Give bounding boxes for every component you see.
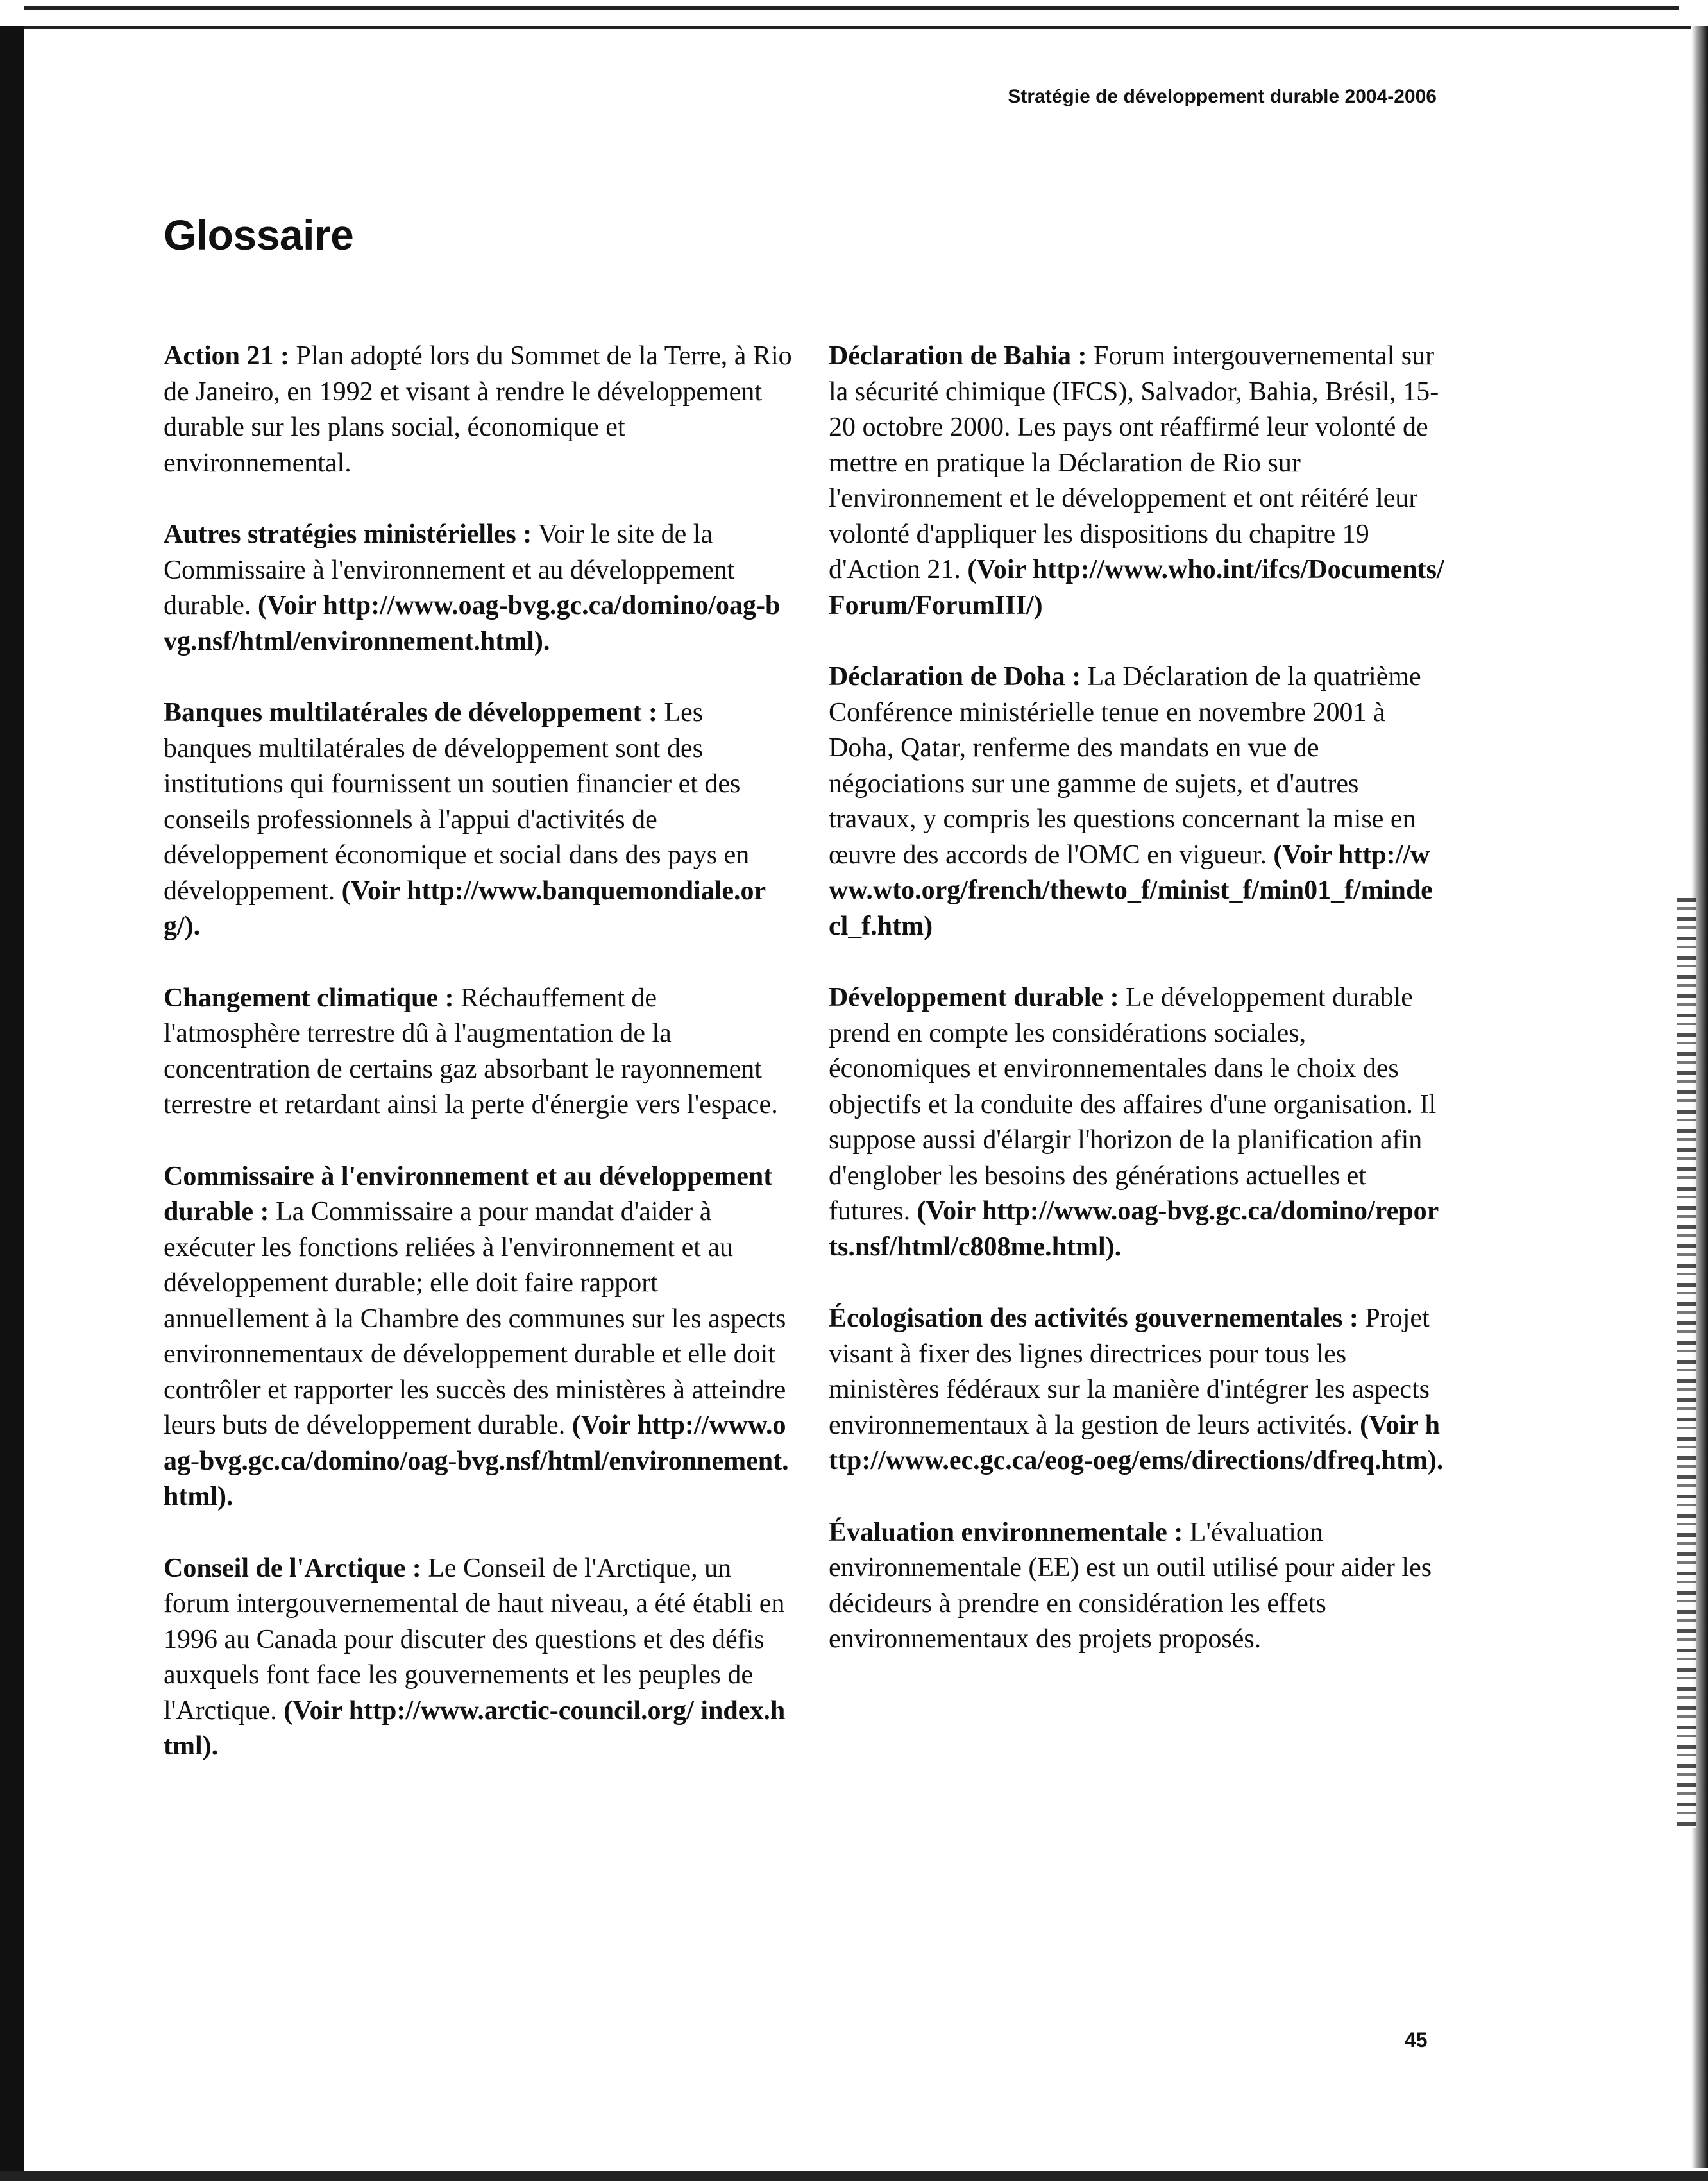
- glossary-reference: (Voir http://www.oag-bvg.gc.ca/domino/oag-bvg.nsf/html/environnement.html).: [164, 591, 781, 656]
- glossary-entry: [829, 1515, 1444, 1658]
- glossary-entry: [164, 517, 792, 659]
- glossary-definition: Les banques multilatérales de développement sont des institutions qui fournissent un soutien financier et des conseils professionnels à l'appui d'activités de développement économique et social dans des pays en développement.: [164, 698, 750, 906]
- glossary-reference: (Voir http://www.who.int/ifcs/Documents/Forum/ForumIII/): [829, 555, 1444, 620]
- scan-right-noise: [1677, 898, 1696, 1828]
- glossary-reference: (Voir http://www.ec.gc.ca/eog-oeg/ems/directions/dfreq.htm).: [829, 1410, 1444, 1475]
- scan-left-edge: [0, 26, 24, 2181]
- glossary-entry: [829, 339, 1444, 624]
- glossary-term: Banques multilatérales de développement :: [164, 698, 657, 727]
- glossary-definition: Projet visant à fixer des lignes directrices pour tous les ministères fédéraux sur la manière d'intégrer les aspects environnementaux à la gestion de leurs activités.: [829, 1303, 1430, 1440]
- glossary-definition: Plan adopté lors du Sommet de la Terre, à Rio de Janeiro, en 1992 et visant à rendre le développement durable sur les plans social, économique et environnemental.: [164, 341, 792, 478]
- scan-top-edge-inner: [24, 26, 1692, 29]
- glossary-entry: [164, 1551, 792, 1765]
- glossary-term: Autres stratégies ministérielles :: [164, 520, 532, 549]
- glossary-definition: Le Conseil de l'Arctique, un forum intergouvernemental de haut niveau, a été établi en 1996 au Canada pour discuter des questions et des défis auxquels font face les gouvernements et les peuples de l'Arctique.: [164, 1553, 785, 1726]
- glossary-entry: [164, 339, 792, 481]
- glossary-entry: [164, 1159, 792, 1515]
- glossary-left-column: [164, 339, 792, 1801]
- glossary-definition: Réchauffement de l'atmosphère terrestre dû à l'augmentation de la concentration de certains gaz absorbant le rayonnement terrestre et retardant ainsi la perte d'énergie vers l'espace.: [164, 983, 778, 1119]
- glossary-definition: Voir le site de la Commissaire à l'environnement et au développement durable.: [164, 520, 735, 620]
- glossary-term: Action 21 :: [164, 341, 289, 371]
- glossary-definition: L'évaluation environnementale (EE) est un outil utilisé pour aider les décideurs à prendre en considération les effets environnementaux des projets proposés.: [829, 1517, 1432, 1654]
- glossary-reference: (Voir http://www.arctic-council.org/ index.html).: [164, 1695, 786, 1761]
- glossary-right-column: [829, 339, 1444, 1693]
- glossary-definition: La Déclaration de la quatrième Conférence ministérielle tenue en novembre 2001 à Doha, Qatar, renferme des mandats en vue de négociations sur une gamme de sujets, et d'autres travaux, y compris les questions concernant la mise en œuvre des accords de l'OMC en vigueur.: [829, 662, 1421, 870]
- page-number: 45: [1405, 2028, 1428, 2051]
- glossary-reference: (Voir http://www.oag-bvg.gc.ca/domino/reports.nsf/html/c808me.html).: [829, 1196, 1439, 1262]
- glossary-term: Changement climatique :: [164, 983, 454, 1013]
- scan-bottom-edge: [0, 2171, 1708, 2181]
- glossary-term: Évaluation environnementale :: [829, 1517, 1183, 1547]
- glossary-entry: [164, 695, 792, 945]
- glossary-term: Déclaration de Doha :: [829, 662, 1081, 692]
- glossary-entry: [829, 980, 1444, 1265]
- glossary-reference: (Voir http://www.wto.org/french/thewto_f/minist_f/min01_f/mindecl_f.htm): [829, 840, 1433, 941]
- glossary-entry: [164, 981, 792, 1123]
- glossary-entry: [829, 1301, 1444, 1479]
- scan-top-edge: [24, 6, 1679, 10]
- glossary-entry: [829, 659, 1444, 944]
- page-title: Glossaire: [164, 211, 354, 259]
- glossary-term: Développement durable :: [829, 983, 1119, 1012]
- glossary-term: Écologisation des activités gouvernementales :: [829, 1303, 1358, 1333]
- glossary-term: Déclaration de Bahia :: [829, 341, 1087, 371]
- glossary-definition: Le développement durable prend en compte les considérations sociales, économiques et environnementales dans le choix des objectifs et la conduite des affaires d'une organisation. Il suppose aussi d'élargir l'horizon de la planification afin d'englober les besoins des générations actuelles et futures.: [829, 983, 1437, 1226]
- glossary-term: Commissaire à l'environnement et au développement durable :: [164, 1161, 773, 1226]
- running-header: Stratégie de développement durable 2004-2006: [1008, 86, 1437, 107]
- glossary-definition: La Commissaire a pour mandat d'aider à exécuter les fonctions reliées à l'environnement et au développement durable; elle doit faire rapport annuellement à la Chambre des communes sur les aspects environnementaux de développement durable et elle doit contrôler et rapporter les succès des ministères à atteindre leurs buts de développement durable.: [164, 1197, 786, 1440]
- glossary-term: Conseil de l'Arctique :: [164, 1553, 421, 1583]
- glossary-definition: Forum intergouvernemental sur la sécurité chimique (IFCS), Salvador, Bahia, Brésil, 15-20 octobre 2000. Les pays ont réaffirmé leur volonté de mettre en pratique la Déclaration de Rio sur l'environnement et le développement et ont réitéré leur volonté d'appliquer les dispositions du chapitre 19 d'Action 21.: [829, 341, 1439, 584]
- glossary-reference: (Voir http://www.oag-bvg.gc.ca/domino/oag-bvg.nsf/html/environnement.html).: [164, 1411, 789, 1511]
- glossary-reference: (Voir http://www.banquemondiale.org/).: [164, 876, 766, 941]
